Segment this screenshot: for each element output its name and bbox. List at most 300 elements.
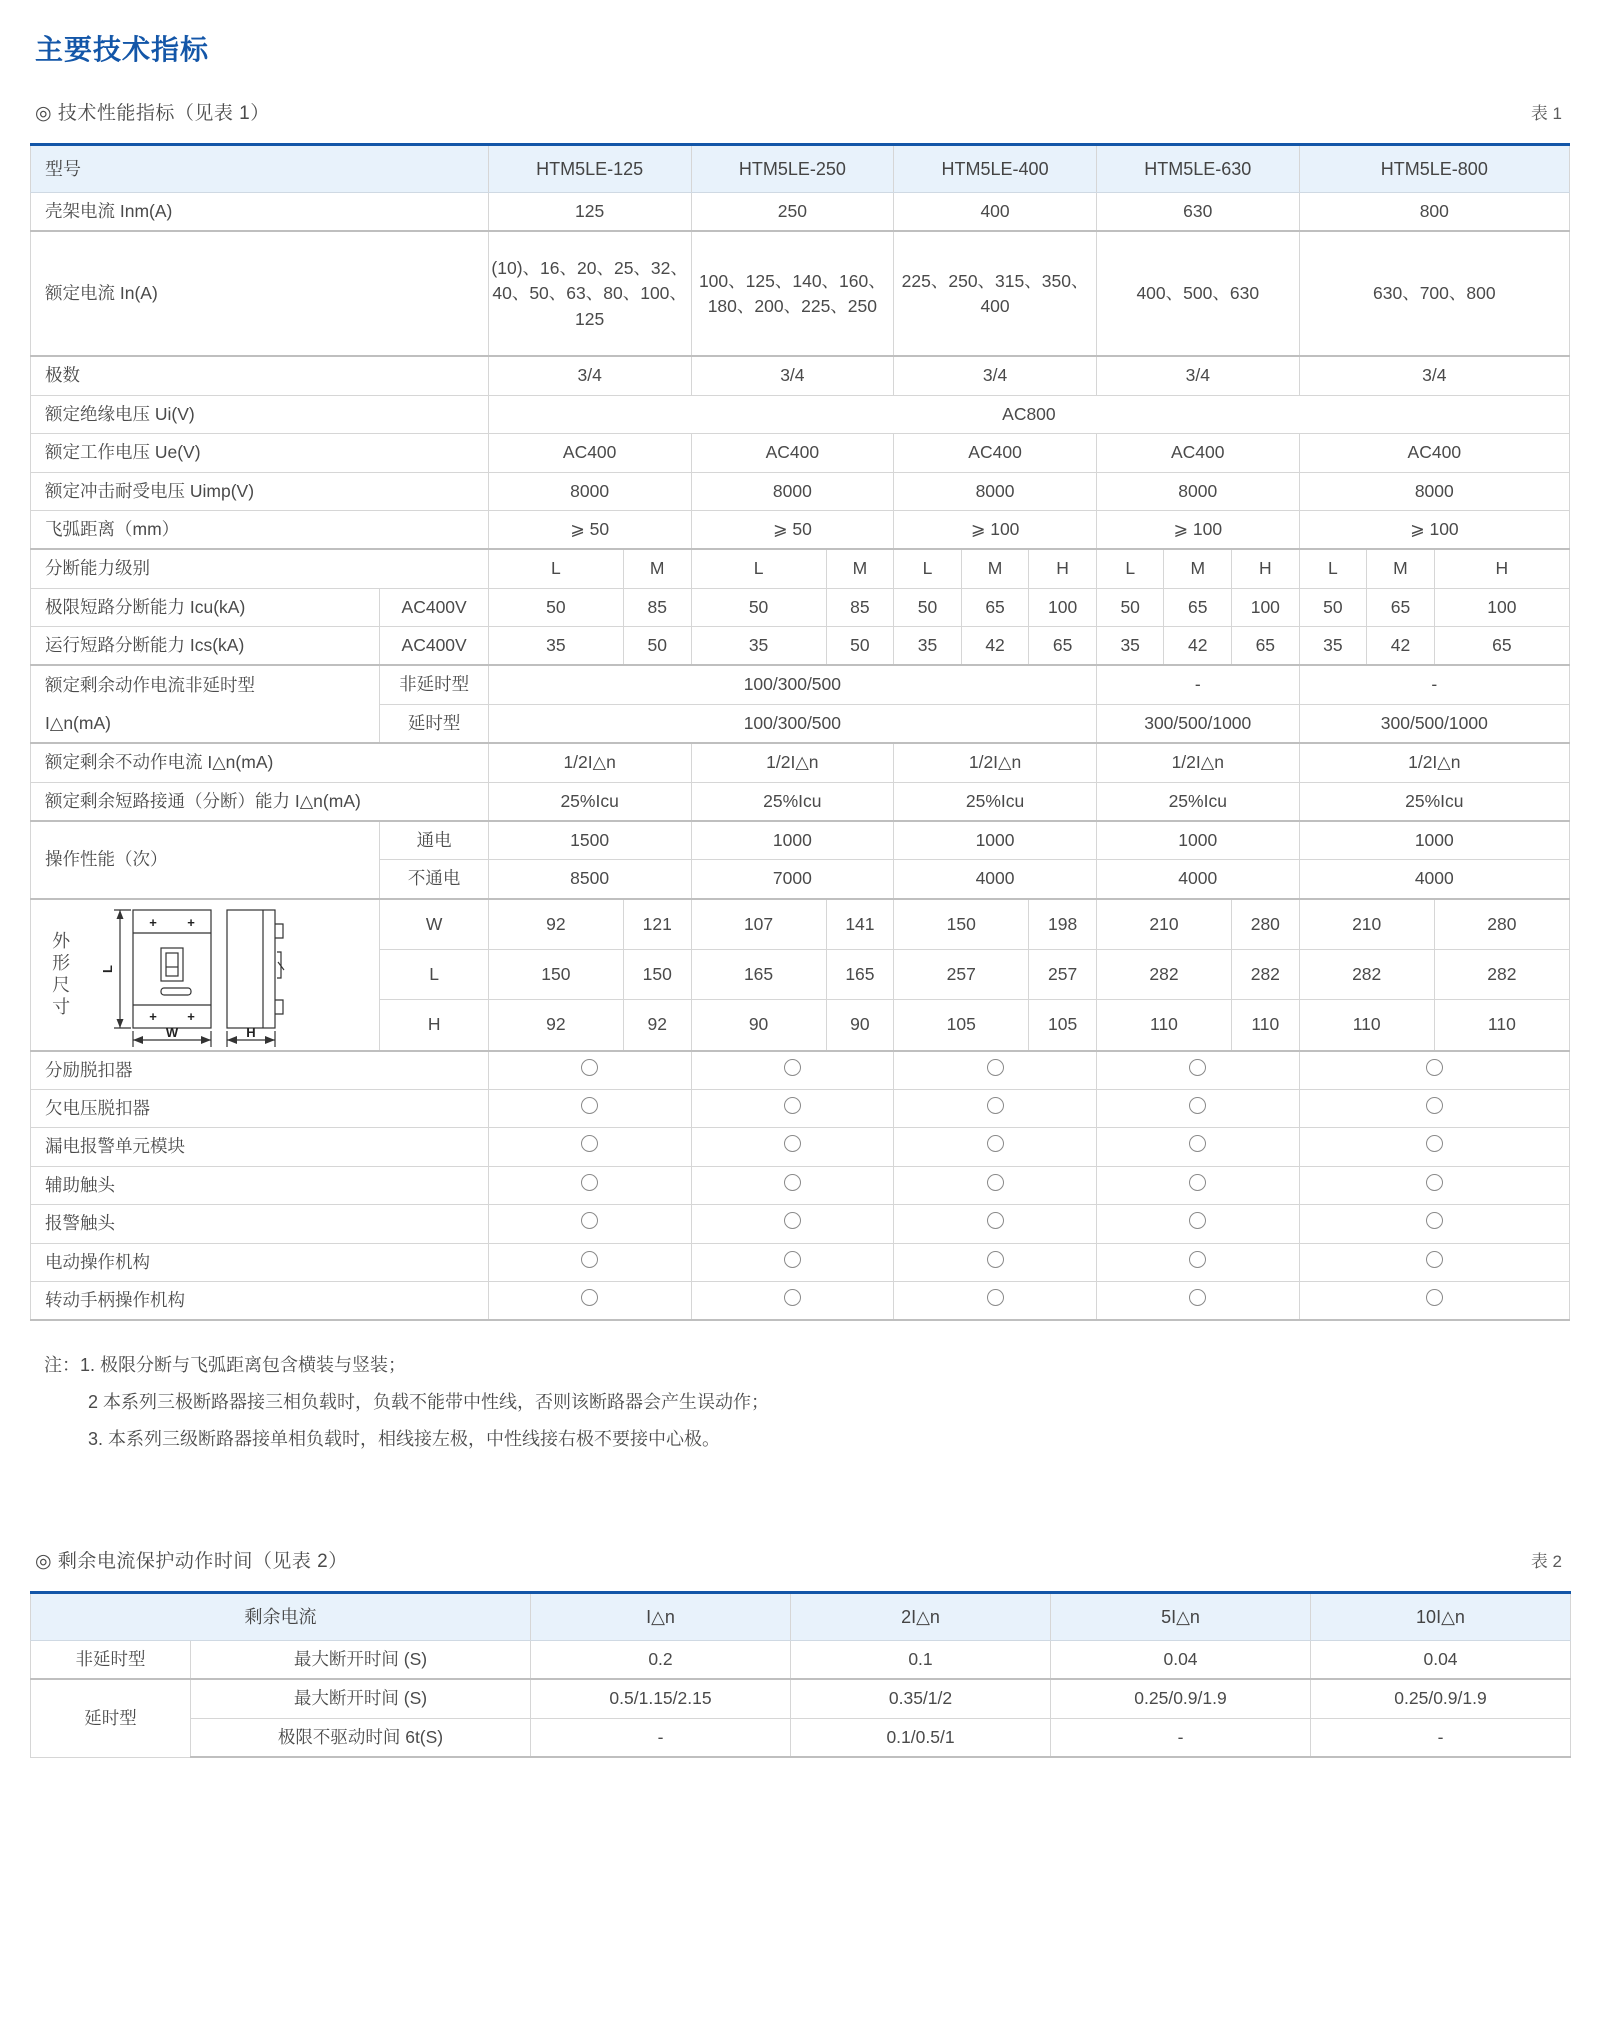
table1-title: ◎ 技术性能指标（见表 1） <box>35 103 270 124</box>
grade-cell: M <box>826 549 894 588</box>
cell-frame-125: 125 <box>488 193 691 232</box>
ics-cell: 42 <box>961 627 1029 666</box>
accessory-mark <box>894 1051 1097 1090</box>
table2-cell: 0.04 <box>1311 1641 1571 1680</box>
table-row <box>31 1166 1570 1204</box>
cell-poles-800: 3/4 <box>1299 356 1569 395</box>
breaker-outline-diagram <box>85 900 300 1050</box>
dimension-row-label-w: W <box>380 899 488 950</box>
accessory-mark <box>1096 1205 1299 1243</box>
circle-icon <box>581 1059 598 1076</box>
table2-title: ◎ 剩余电流保护动作时间（见表 2） <box>35 1551 348 1573</box>
cell-ue-125: AC400 <box>488 434 691 472</box>
ics-cell: 35 <box>1096 627 1164 666</box>
dim-l-7: 282 <box>1232 950 1300 1000</box>
header-model-400: HTM5LE-400 <box>894 145 1097 193</box>
ics-cell: 35 <box>488 627 623 666</box>
row-insulation-voltage <box>31 395 1570 433</box>
table2-col-4: 10I△n <box>1311 1593 1571 1641</box>
table2-header-label: 剩余电流 <box>31 1593 531 1641</box>
svg-text:W: W <box>165 1024 179 1040</box>
ics-cell: 50 <box>623 627 691 666</box>
table2-cell: 0.2 <box>531 1641 791 1680</box>
table-row <box>31 1679 1571 1718</box>
accessory-mark <box>691 1090 894 1128</box>
row-sublabel-on: 通电 <box>380 821 488 860</box>
table-row <box>31 1641 1571 1680</box>
table2-cell: 0.1 <box>791 1641 1051 1680</box>
nonaction-630: 1/2I△n <box>1096 743 1299 782</box>
note-line-3 <box>44 1421 1570 1458</box>
dim-h-5: 105 <box>1029 1000 1097 1051</box>
accessory-mark <box>1096 1166 1299 1204</box>
making-125: 25%Icu <box>488 782 691 821</box>
circle-icon <box>1189 1212 1206 1229</box>
dim-h-2: 90 <box>691 1000 826 1051</box>
row-poles <box>31 356 1570 395</box>
row-residual-nondelay <box>31 665 1570 704</box>
table-row <box>31 1718 1571 1757</box>
ics-cell: 42 <box>1164 627 1232 666</box>
accessory-mark <box>894 1090 1097 1128</box>
row-ics <box>31 627 1570 666</box>
cell-poles-125: 3/4 <box>488 356 691 395</box>
circle-icon <box>987 1289 1004 1306</box>
row-label: 额定剩余短路接通（分断）能力 I△n(mA) <box>31 782 489 821</box>
dim-w-5: 198 <box>1029 899 1097 950</box>
accessory-mark <box>488 1205 691 1243</box>
cell-ue-630: AC400 <box>1096 434 1299 472</box>
row-label: 分断能力级别 <box>31 549 489 588</box>
accessory-mark <box>691 1051 894 1090</box>
op-on-800: 1000 <box>1299 821 1569 860</box>
accessory-mark <box>488 1166 691 1204</box>
cell-frame-250: 250 <box>691 193 894 232</box>
accessory-mark <box>691 1281 894 1320</box>
circle-icon <box>1189 1097 1206 1114</box>
accessory-mark <box>894 1243 1097 1281</box>
row-label: 额定工作电压 Ue(V) <box>31 434 489 472</box>
row-label: 额定电流 In(A) <box>31 231 489 356</box>
dim-w-0: 92 <box>488 899 623 950</box>
dim-h-6: 110 <box>1096 1000 1231 1051</box>
table-row <box>31 1243 1570 1281</box>
grade-cell: L <box>691 549 826 588</box>
table2-section-header <box>30 1546 1570 1573</box>
grade-cell: L <box>1096 549 1164 588</box>
circle-icon <box>581 1097 598 1114</box>
ics-cell: 35 <box>1299 627 1367 666</box>
dim-w-6: 210 <box>1096 899 1231 950</box>
icu-cell: 100 <box>1434 588 1569 626</box>
row-label: 壳架电流 Inm(A) <box>31 193 489 232</box>
residual-delay-left: 100/300/500 <box>488 704 1096 743</box>
dim-h-7: 110 <box>1232 1000 1300 1051</box>
row-residual-delay <box>31 704 1570 743</box>
cell-frame-800: 800 <box>1299 193 1569 232</box>
row-label: 额定剩余不动作电流 I△n(mA) <box>31 743 489 782</box>
circle-icon <box>784 1135 801 1152</box>
table1-section-header <box>30 98 1570 125</box>
accessory-mark <box>894 1166 1097 1204</box>
header-model-800: HTM5LE-800 <box>1299 145 1569 193</box>
icu-cell: 65 <box>1367 588 1435 626</box>
table2-col-3: 5I△n <box>1051 1593 1311 1641</box>
notes-block <box>30 1347 1570 1458</box>
icu-cell: 65 <box>961 588 1029 626</box>
dim-l-4: 257 <box>894 950 1029 1000</box>
grade-cell: H <box>1029 549 1097 588</box>
cell-rated-400: 225、250、315、350、400 <box>894 231 1097 356</box>
residual-nondelay-630: - <box>1096 665 1299 704</box>
dimension-diagram-cell <box>31 899 380 1051</box>
ics-cell: 65 <box>1029 627 1097 666</box>
icu-cell: 100 <box>1029 588 1097 626</box>
cell-rated-630: 400、500、630 <box>1096 231 1299 356</box>
making-250: 25%Icu <box>691 782 894 821</box>
row-label: 额定冲击耐受电压 Uimp(V) <box>31 472 489 510</box>
dim-l-1: 150 <box>623 950 691 1000</box>
grade-cell: L <box>1299 549 1367 588</box>
table2-cell: 0.25/0.9/1.9 <box>1051 1679 1311 1718</box>
technical-spec-table <box>30 143 1570 1321</box>
residual-delay-800: 300/500/1000 <box>1299 704 1569 743</box>
ics-cell: 35 <box>691 627 826 666</box>
nonaction-400: 1/2I△n <box>894 743 1097 782</box>
cell-rated-250: 100、125、140、160、180、200、225、250 <box>691 231 894 356</box>
nonaction-250: 1/2I△n <box>691 743 894 782</box>
svg-text:+: + <box>187 914 195 930</box>
row-sublabel-delay: 延时型 <box>380 704 488 743</box>
circle-icon <box>784 1289 801 1306</box>
accessory-mark <box>691 1205 894 1243</box>
cell-ue-800: AC400 <box>1299 434 1569 472</box>
making-630: 25%Icu <box>1096 782 1299 821</box>
cell-poles-630: 3/4 <box>1096 356 1299 395</box>
accessory-mark <box>1299 1281 1569 1320</box>
circle-icon <box>1189 1135 1206 1152</box>
circle-icon <box>581 1289 598 1306</box>
table2-col-1: I△n <box>531 1593 791 1641</box>
table-row <box>31 1090 1570 1128</box>
accessory-mark <box>1096 1128 1299 1166</box>
note-line-1 <box>44 1347 1570 1384</box>
header-model-250: HTM5LE-250 <box>691 145 894 193</box>
circle-icon <box>1426 1135 1443 1152</box>
residual-nondelay-800: - <box>1299 665 1569 704</box>
residual-delay-630: 300/500/1000 <box>1096 704 1299 743</box>
cell-frame-400: 400 <box>894 193 1097 232</box>
dim-h-8: 110 <box>1299 1000 1434 1051</box>
svg-text:L: L <box>100 964 116 973</box>
circle-icon <box>581 1135 598 1152</box>
dimension-row-label-l: L <box>380 950 488 1000</box>
cell-uimp-800: 8000 <box>1299 472 1569 510</box>
table2-row-label: 最大断开时间 (S) <box>191 1679 531 1718</box>
accessory-mark <box>488 1128 691 1166</box>
op-off-250: 7000 <box>691 860 894 899</box>
table2-cell: - <box>531 1718 791 1757</box>
circle-icon <box>784 1097 801 1114</box>
circle-icon <box>987 1174 1004 1191</box>
circle-icon <box>784 1212 801 1229</box>
table-row <box>31 1051 1570 1090</box>
svg-text:+: + <box>187 1008 195 1024</box>
cell-ue-400: AC400 <box>894 434 1097 472</box>
ics-cell: 35 <box>894 627 962 666</box>
accessory-label: 欠电压脱扣器 <box>31 1090 489 1128</box>
cell-arc-630: ⩾ 100 <box>1096 510 1299 549</box>
dim-w-3: 141 <box>826 899 894 950</box>
accessory-label: 电动操作机构 <box>31 1243 489 1281</box>
accessory-mark <box>1096 1243 1299 1281</box>
accessory-mark <box>488 1090 691 1128</box>
accessory-label: 转动手柄操作机构 <box>31 1281 489 1320</box>
circle-icon <box>1426 1251 1443 1268</box>
circle-icon <box>987 1212 1004 1229</box>
nonaction-125: 1/2I△n <box>488 743 691 782</box>
accessory-mark <box>1299 1051 1569 1090</box>
nonaction-800: 1/2I△n <box>1299 743 1569 782</box>
accessory-mark <box>1096 1051 1299 1090</box>
accessory-mark <box>894 1281 1097 1320</box>
circle-icon <box>784 1251 801 1268</box>
cell-poles-400: 3/4 <box>894 356 1097 395</box>
accessory-label: 漏电报警单元模块 <box>31 1128 489 1166</box>
accessory-mark <box>488 1051 691 1090</box>
row-working-voltage <box>31 434 1570 472</box>
icu-cell: 85 <box>623 588 691 626</box>
circle-icon <box>1426 1174 1443 1191</box>
dim-l-6: 282 <box>1096 950 1231 1000</box>
op-off-800: 4000 <box>1299 860 1569 899</box>
grade-cell: H <box>1434 549 1569 588</box>
cell-arc-125: ⩾ 50 <box>488 510 691 549</box>
row-sublabel-nondelay: 非延时型 <box>380 665 488 704</box>
table1-header-row <box>31 145 1570 193</box>
dim-h-1: 92 <box>623 1000 691 1051</box>
dim-w-1: 121 <box>623 899 691 950</box>
accessory-mark <box>691 1243 894 1281</box>
dim-l-2: 165 <box>691 950 826 1000</box>
op-on-630: 1000 <box>1096 821 1299 860</box>
table2-row-label: 最大断开时间 (S) <box>191 1641 531 1680</box>
op-on-125: 1500 <box>488 821 691 860</box>
table2-group-delay: 延时型 <box>31 1679 191 1757</box>
op-on-250: 1000 <box>691 821 894 860</box>
cell-arc-250: ⩾ 50 <box>691 510 894 549</box>
dim-w-9: 280 <box>1434 899 1569 950</box>
table2-ref: 表 2 <box>1530 1552 1562 1572</box>
accessory-mark <box>488 1281 691 1320</box>
cell-uimp-630: 8000 <box>1096 472 1299 510</box>
circle-icon <box>581 1174 598 1191</box>
cell-rated-800: 630、700、800 <box>1299 231 1569 356</box>
row-dimension-w <box>31 899 1570 950</box>
op-on-400: 1000 <box>894 821 1097 860</box>
note-item-3: 3. 本系列三级断路器接单相负载时，相线接左极，中性线接右极不要接中心极。 <box>88 1429 721 1450</box>
op-off-630: 4000 <box>1096 860 1299 899</box>
grade-cell: L <box>488 549 623 588</box>
row-label: 运行短路分断能力 Ics(kA) <box>31 627 380 666</box>
grade-cell: M <box>1164 549 1232 588</box>
accessory-label: 报警触头 <box>31 1205 489 1243</box>
icu-cell: 50 <box>894 588 962 626</box>
accessory-mark <box>1299 1128 1569 1166</box>
table-row <box>31 1128 1570 1166</box>
circle-icon <box>581 1251 598 1268</box>
cell-uimp-400: 8000 <box>894 472 1097 510</box>
cell-ue-250: AC400 <box>691 434 894 472</box>
icu-cell: 65 <box>1164 588 1232 626</box>
making-400: 25%Icu <box>894 782 1097 821</box>
icu-cell: 50 <box>488 588 623 626</box>
dim-l-3: 165 <box>826 950 894 1000</box>
row-label: 飞弧距离（mm） <box>31 510 489 549</box>
circle-icon <box>1189 1059 1206 1076</box>
table2-cell: 0.1/0.5/1 <box>791 1718 1051 1757</box>
dim-h-0: 92 <box>488 1000 623 1051</box>
cell-arc-400: ⩾ 100 <box>894 510 1097 549</box>
row-sublabel: AC400V <box>380 588 488 626</box>
row-icu <box>31 588 1570 626</box>
table-row <box>31 1205 1570 1243</box>
circle-icon <box>784 1059 801 1076</box>
row-residual-making <box>31 782 1570 821</box>
svg-text:H: H <box>246 1024 256 1040</box>
table2-row-label: 极限不驱动时间 6t(S) <box>191 1718 531 1757</box>
cell-rated-125: (10)、16、20、25、32、40、50、63、80、100、125 <box>488 231 691 356</box>
table2-cell: 0.35/1/2 <box>791 1679 1051 1718</box>
row-operation-on <box>31 821 1570 860</box>
accessory-mark <box>488 1243 691 1281</box>
circle-icon <box>987 1097 1004 1114</box>
ics-cell: 65 <box>1434 627 1569 666</box>
circle-icon <box>784 1174 801 1191</box>
icu-cell: 100 <box>1232 588 1300 626</box>
svg-text:+: + <box>149 1008 157 1024</box>
op-off-400: 4000 <box>894 860 1097 899</box>
page-title: 主要技术指标 <box>35 34 210 65</box>
cell-poles-250: 3/4 <box>691 356 894 395</box>
row-label-line1: 额定剩余动作电流非延时型 <box>31 665 380 704</box>
row-breaking-grade <box>31 549 1570 588</box>
circle-icon <box>1189 1174 1206 1191</box>
row-residual-nonaction <box>31 743 1570 782</box>
circle-icon <box>1426 1212 1443 1229</box>
circle-icon <box>1189 1251 1206 1268</box>
dim-l-8: 282 <box>1299 950 1434 1000</box>
dim-w-4: 150 <box>894 899 1029 950</box>
header-model-630: HTM5LE-630 <box>1096 145 1299 193</box>
header-label: 型号 <box>31 145 489 193</box>
cell-frame-630: 630 <box>1096 193 1299 232</box>
table2-cell: 0.25/0.9/1.9 <box>1311 1679 1571 1718</box>
table-row <box>31 1281 1570 1320</box>
cell-uimp-125: 8000 <box>488 472 691 510</box>
icu-cell: 50 <box>691 588 826 626</box>
dim-w-7: 280 <box>1232 899 1300 950</box>
accessory-mark <box>1299 1243 1569 1281</box>
note-item-1: 1. 极限分断与飞弧距离包含横装与竖装； <box>80 1355 407 1376</box>
row-label: 极限短路分断能力 Icu(kA) <box>31 588 380 626</box>
making-800: 25%Icu <box>1299 782 1569 821</box>
accessory-mark <box>691 1166 894 1204</box>
cell-arc-800: ⩾ 100 <box>1299 510 1569 549</box>
section-spacer <box>30 1458 1570 1516</box>
circle-icon <box>1426 1289 1443 1306</box>
row-rated-current <box>31 231 1570 356</box>
header-model-125: HTM5LE-125 <box>488 145 691 193</box>
row-label: 额定绝缘电压 Ui(V) <box>31 395 489 433</box>
grade-cell: L <box>894 549 962 588</box>
table2-cell: 0.04 <box>1051 1641 1311 1680</box>
note-line-2 <box>44 1384 1570 1421</box>
accessory-mark <box>1299 1166 1569 1204</box>
cell-uimp-250: 8000 <box>691 472 894 510</box>
row-frame-current <box>31 193 1570 232</box>
dim-l-9: 282 <box>1434 950 1569 1000</box>
circle-icon <box>987 1059 1004 1076</box>
cell-insulation-all: AC800 <box>488 395 1569 433</box>
table2-cell: - <box>1311 1718 1571 1757</box>
row-label: 极数 <box>31 356 489 395</box>
row-sublabel-off: 不通电 <box>380 860 488 899</box>
dim-l-0: 150 <box>488 950 623 1000</box>
dimension-row-label-h: H <box>380 1000 488 1051</box>
icu-cell: 85 <box>826 588 894 626</box>
row-sublabel: AC400V <box>380 627 488 666</box>
dim-h-9: 110 <box>1434 1000 1569 1051</box>
grade-cell: M <box>623 549 691 588</box>
notes-prefix: 注： <box>44 1355 80 1376</box>
row-label: 操作性能（次） <box>31 821 380 899</box>
accessory-mark <box>1096 1090 1299 1128</box>
circle-icon <box>581 1212 598 1229</box>
circle-icon <box>987 1251 1004 1268</box>
dim-h-4: 105 <box>894 1000 1029 1051</box>
accessory-mark <box>1096 1281 1299 1320</box>
accessory-mark <box>1299 1090 1569 1128</box>
accessory-label: 辅助触头 <box>31 1166 489 1204</box>
row-arc-distance <box>31 510 1570 549</box>
accessory-mark <box>894 1205 1097 1243</box>
grade-cell: M <box>961 549 1029 588</box>
accessory-mark <box>1299 1205 1569 1243</box>
op-off-125: 8500 <box>488 860 691 899</box>
table2-header-row <box>31 1593 1571 1641</box>
ics-cell: 50 <box>826 627 894 666</box>
dim-l-5: 257 <box>1029 950 1097 1000</box>
circle-icon <box>987 1135 1004 1152</box>
ics-cell: 42 <box>1367 627 1435 666</box>
grade-cell: M <box>1367 549 1435 588</box>
table1-ref: 表 1 <box>1530 104 1562 123</box>
table2-group-nondelay: 非延时型 <box>31 1641 191 1680</box>
table2-col-2: 2I△n <box>791 1593 1051 1641</box>
note-item-2: 2 本系列三极断路器接三相负载时，负载不能带中性线，否则该断路器会产生误动作； <box>88 1392 770 1413</box>
accessory-mark <box>894 1128 1097 1166</box>
circle-icon <box>1426 1097 1443 1114</box>
circle-icon <box>1189 1289 1206 1306</box>
table2-cell: 0.5/1.15/2.15 <box>531 1679 791 1718</box>
ics-cell: 65 <box>1232 627 1300 666</box>
dimension-label: 外形尺寸 <box>50 930 71 1019</box>
row-impulse-voltage <box>31 472 1570 510</box>
residual-nondelay-left: 100/300/500 <box>488 665 1096 704</box>
grade-cell: H <box>1232 549 1300 588</box>
row-label-line2: I△n(mA) <box>31 704 380 743</box>
